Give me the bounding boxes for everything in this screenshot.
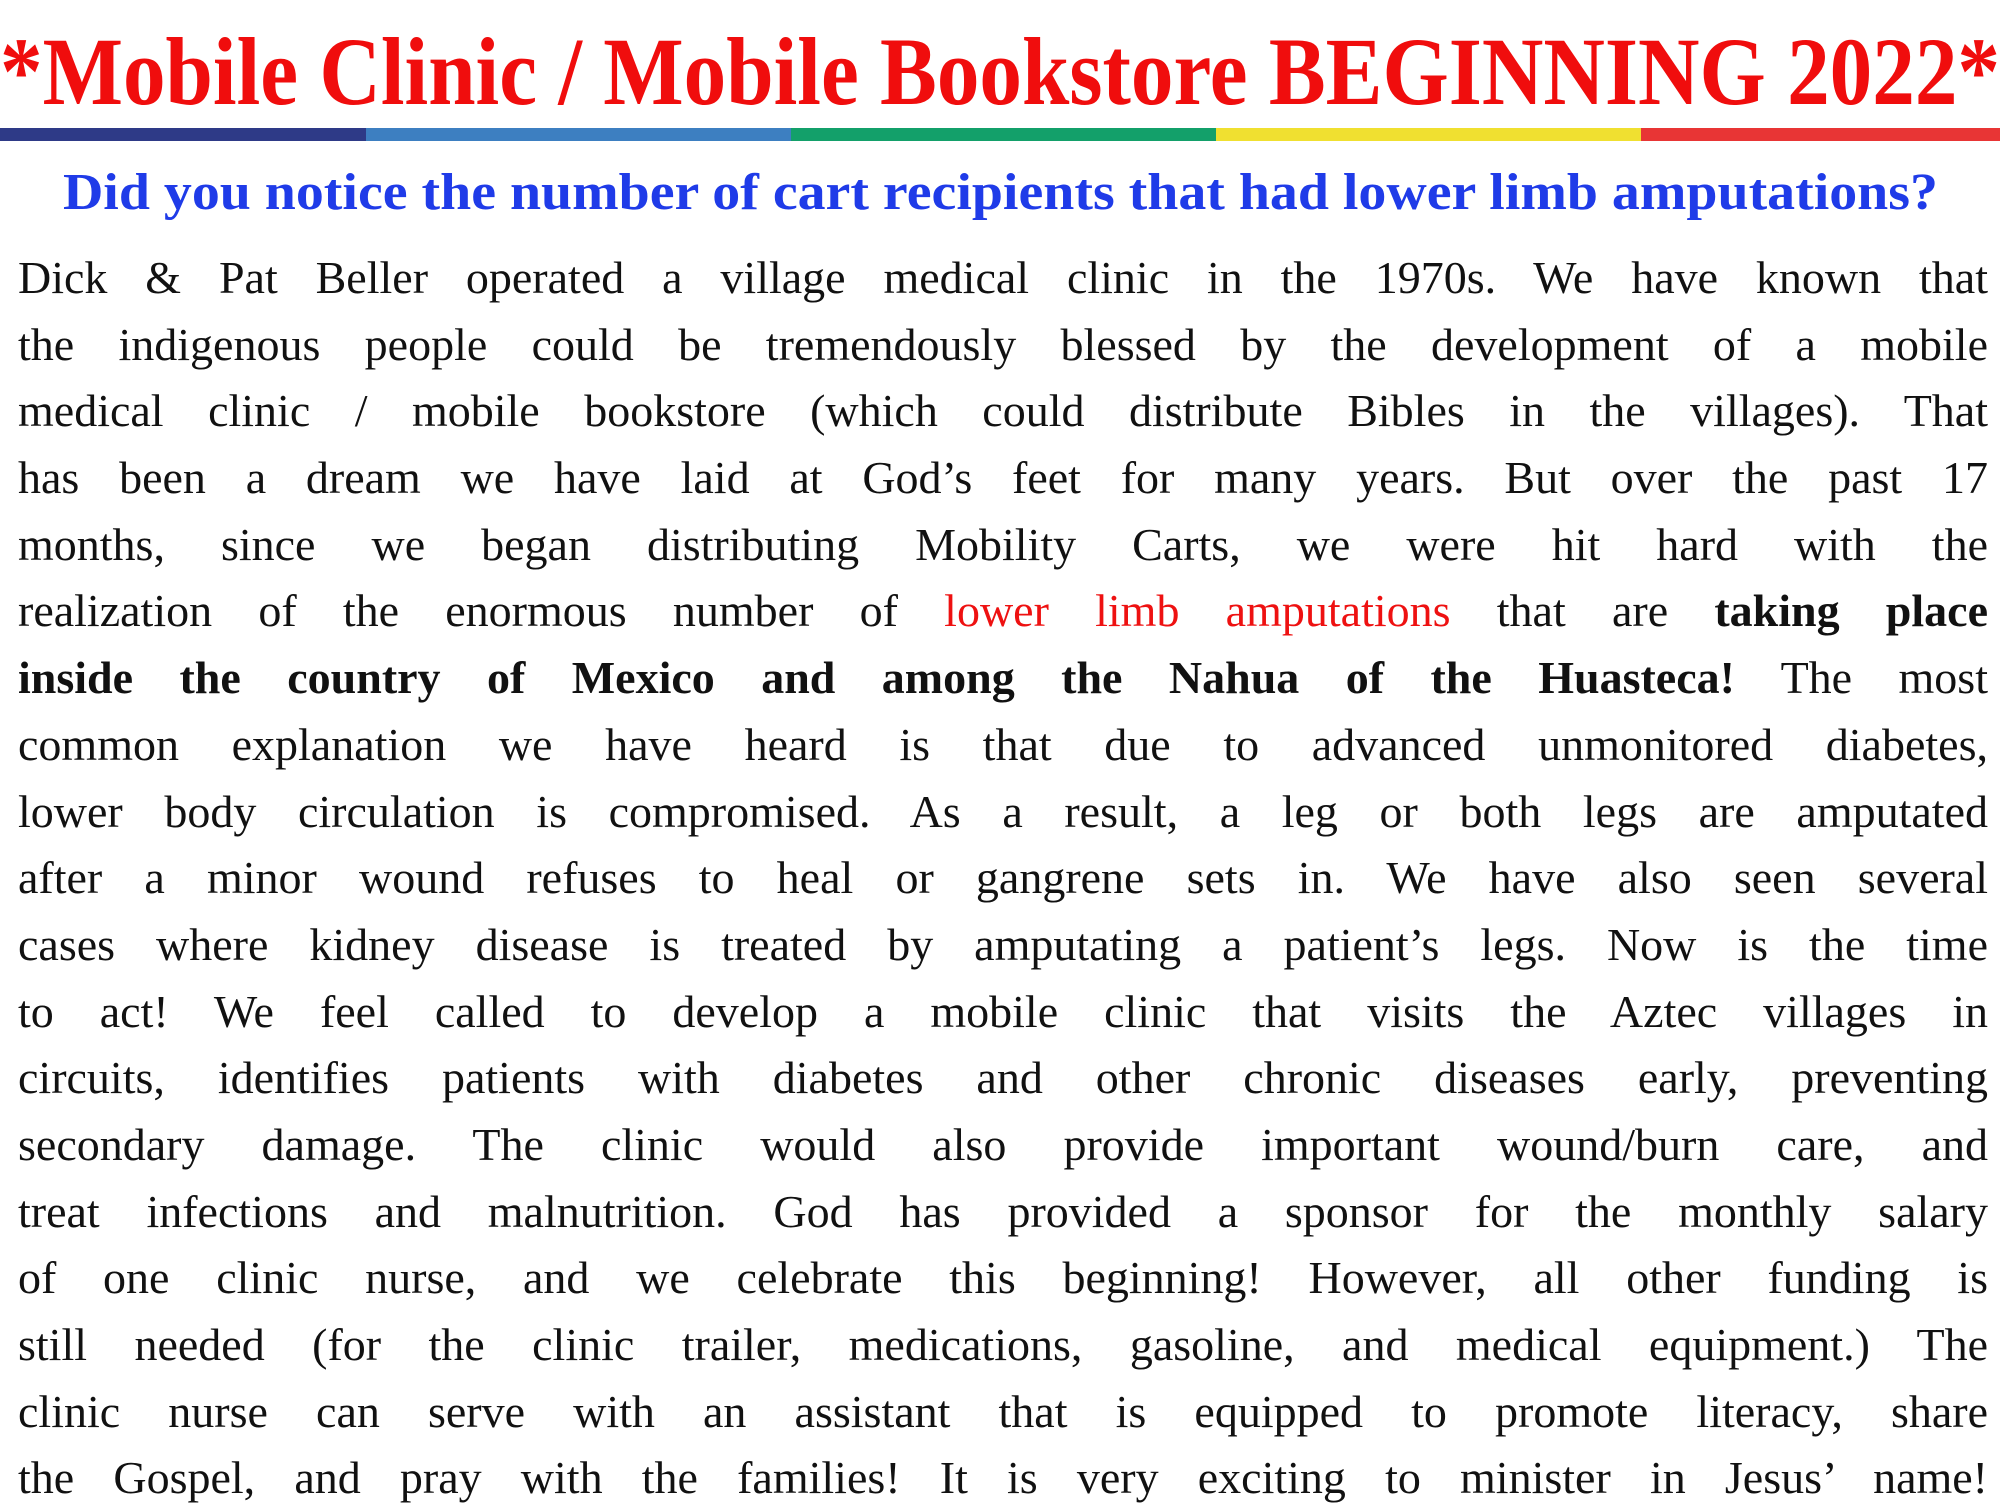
- divider-segment-navy: [0, 128, 366, 141]
- body-text: of one clinic nurse, and we celebrate this beginning! However, all other funding is: [18, 1252, 1988, 1304]
- body-text: circuits, identifies patients with diabetes and other chronic diseases early, preventing: [18, 1052, 1988, 1104]
- body-line: [18, 645, 1988, 712]
- body-text: The most: [1734, 652, 1988, 704]
- body-text: common explanation we have heard is that due to advanced unmonitored diabetes,: [18, 718, 1988, 770]
- body-line: [18, 1445, 1988, 1512]
- body-text: still needed (for the clinic trailer, medications, gasoline, and medical equipment.) The: [18, 1319, 1988, 1370]
- body-line: [18, 445, 1988, 512]
- color-divider-bar: [0, 128, 2000, 141]
- body-line: [18, 1312, 1988, 1379]
- body-text: the Gospel, and pray with the families! It is very exciting to minister in Jesus’ name!: [18, 1452, 1988, 1504]
- body-line: [18, 712, 1988, 779]
- body-line: [18, 1112, 1988, 1179]
- body-line: [18, 512, 1988, 579]
- body-text: after a minor wound refuses to heal or gangrene sets in. We have also seen several: [18, 852, 1988, 904]
- body-line: [18, 779, 1988, 846]
- body-text: months, since we began distributing Mobility Carts, we were hit hard with the: [18, 518, 1988, 570]
- subtitle-text: Did you notice the number of cart recipients that had lower limb amputations?: [62, 164, 1938, 221]
- body-paragraph: [18, 245, 1988, 1512]
- body-text: realization of the enormous number of: [18, 585, 945, 637]
- body-line: [18, 1179, 1988, 1246]
- body-line: [18, 312, 1988, 379]
- divider-segment-blue: [366, 128, 791, 141]
- body-text: clinic nurse can serve with an assistant that is equipped to promote literacy, share: [18, 1385, 1988, 1437]
- body-text: Dick & Pat Beller operated a village medical clinic in the 1970s. We have known that: [18, 252, 1988, 303]
- body-text: medical clinic / mobile bookstore (which could distribute Bibles in the villages). That: [18, 385, 1988, 437]
- body-text: the indigenous people could be tremendously blessed by the development of a mobile: [18, 318, 1988, 370]
- bold-text: taking place: [1714, 585, 1989, 637]
- body-line: [18, 979, 1988, 1046]
- body-line: [18, 1045, 1988, 1112]
- body-line: [18, 378, 1988, 445]
- body-line: [18, 1379, 1988, 1446]
- bold-text: inside the country of Mexico and among the Nahua of the Huasteca!: [18, 652, 1735, 704]
- body-text: has been a dream we have laid at God’s feet for many years. But over the past 17: [18, 452, 1988, 504]
- body-line: [18, 845, 1988, 912]
- body-text: to act! We feel called to develop a mobile clinic that visits the Aztec villages in: [18, 985, 1988, 1037]
- body-text: that are: [1450, 585, 1715, 637]
- body-line: [18, 912, 1988, 979]
- divider-segment-red: [1641, 128, 2000, 141]
- body-line: [18, 1245, 1988, 1312]
- body-text: cases where kidney disease is treated by amputating a patient’s legs. Now is the time: [18, 918, 1988, 970]
- body-text: secondary damage. The clinic would also provide important wound/burn care, and: [18, 1118, 1988, 1170]
- body-line: [18, 578, 1988, 645]
- divider-segment-yellow: [1216, 128, 1641, 141]
- page-title-text: *Mobile Clinic / Mobile Bookstore BEGINNING 2022*: [0, 18, 2000, 125]
- body-text: lower body circulation is compromised. As a result, a leg or both legs are amputated: [18, 785, 1988, 837]
- subtitle-question: [0, 160, 2000, 226]
- body-text: treat infections and malnutrition. God has provided a sponsor for the monthly salary: [18, 1185, 1988, 1237]
- divider-segment-green: [791, 128, 1216, 141]
- highlighted-text: lower limb amputations: [944, 585, 1451, 637]
- body-line: [18, 245, 1988, 312]
- page-title: [0, 18, 2000, 125]
